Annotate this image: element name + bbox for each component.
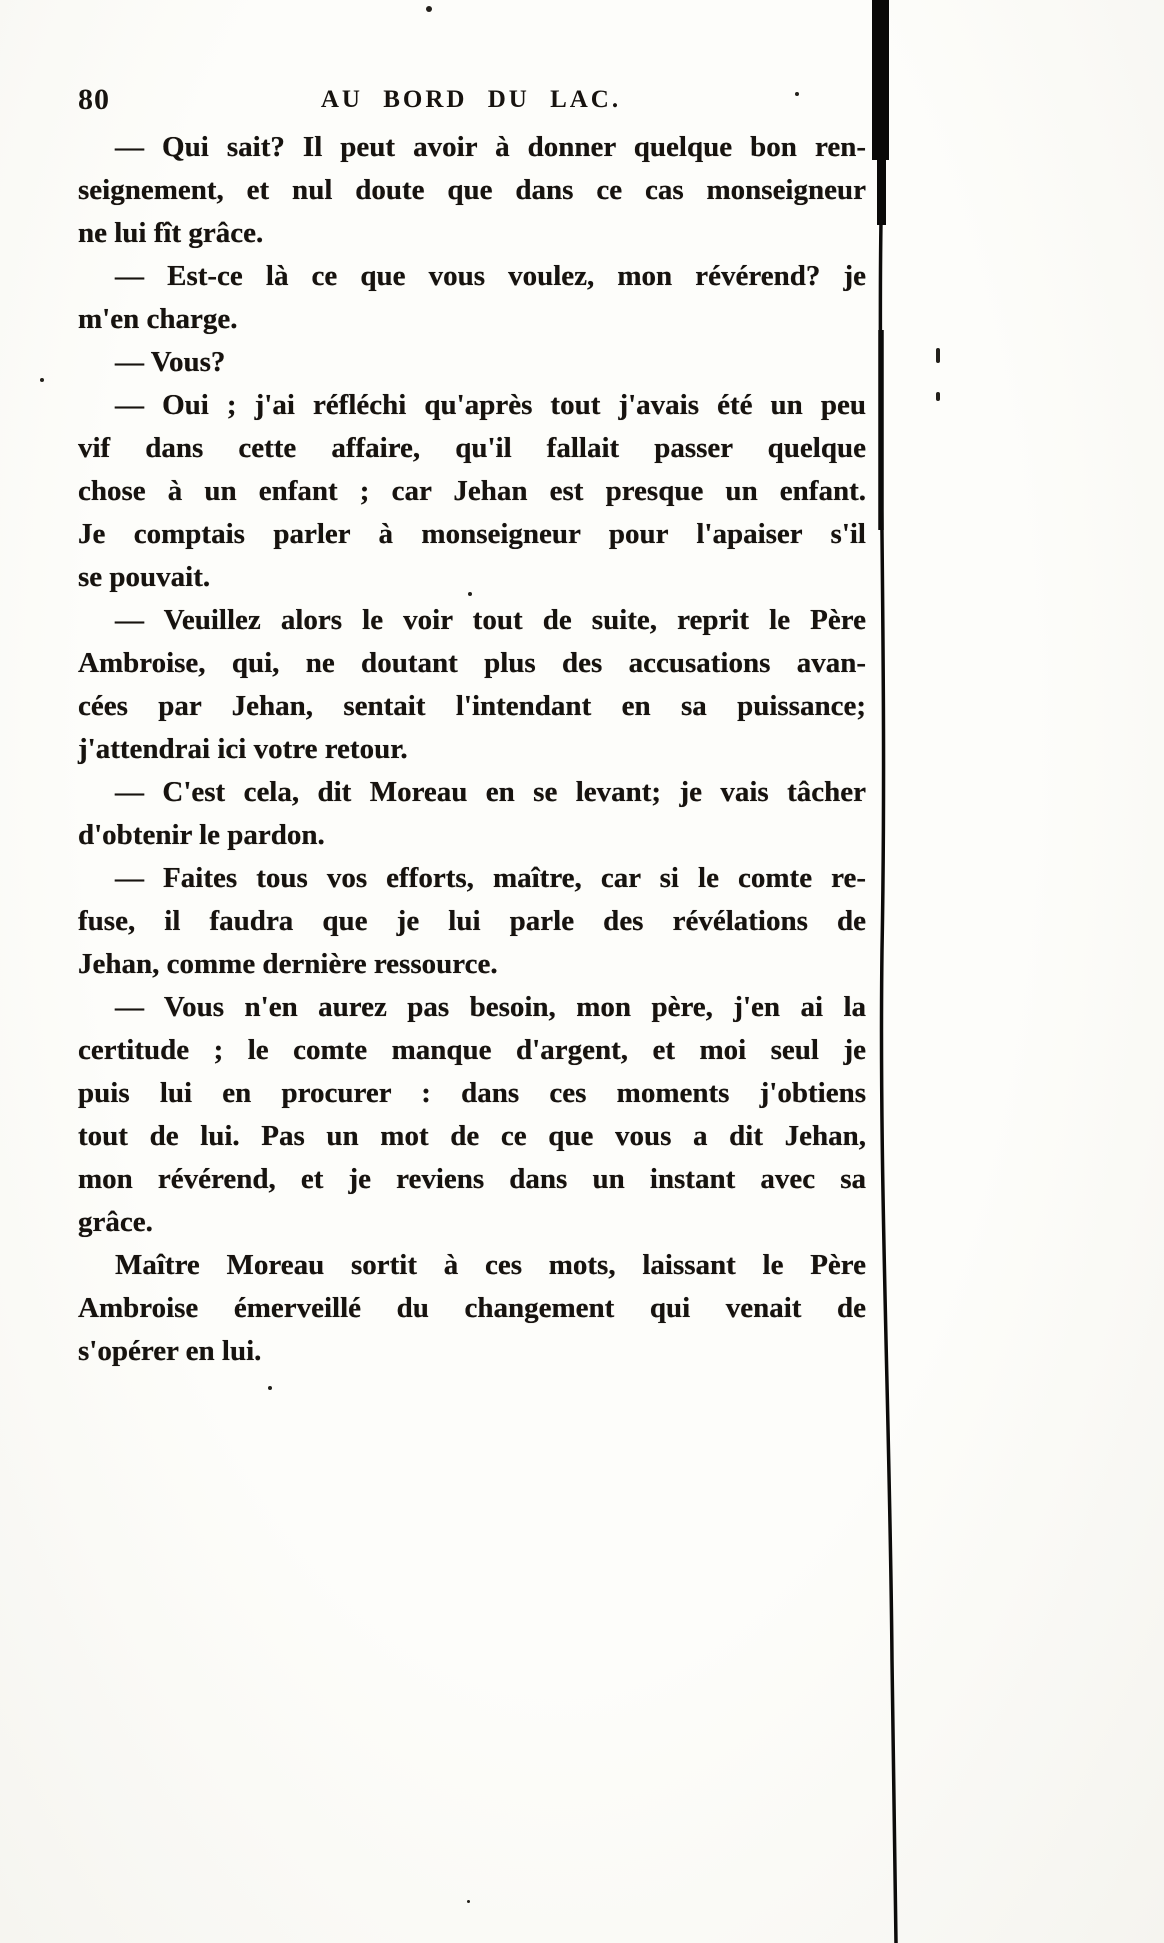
text-line: mon révérend, et je reviens dans un instant avec sa xyxy=(78,1163,866,1195)
text-line: m'en charge. xyxy=(78,303,238,335)
ink-speck xyxy=(936,392,940,401)
text-line: d'obtenir le pardon. xyxy=(78,819,325,851)
text-body xyxy=(78,126,866,1373)
text-line: Jehan, comme dernière ressource. xyxy=(78,948,498,980)
paragraph xyxy=(78,857,866,986)
paragraph xyxy=(78,126,866,255)
text-line: — Vous n'en aurez pas besoin, mon père, j'en ai la xyxy=(115,991,866,1023)
text-line: tout de lui. Pas un mot de ce que vous a dit Jehan, xyxy=(78,1120,866,1152)
text-line: j'attendrai ici votre retour. xyxy=(78,733,408,765)
text-line: vif dans cette affaire, qu'il fallait passer quelque xyxy=(78,432,866,464)
paragraph xyxy=(78,771,866,857)
paragraph xyxy=(78,1244,866,1373)
ink-speck xyxy=(268,1386,272,1390)
text-line: — Veuillez alors le voir tout de suite, reprit le Père xyxy=(115,604,866,636)
text-line: puis lui en procurer : dans ces moments j'obtiens xyxy=(78,1077,866,1109)
text-line: — C'est cela, dit Moreau en se levant; je vais tâcher xyxy=(115,776,866,808)
text-line: — Faites tous vos efforts, maître, car si le comte re- xyxy=(115,862,866,894)
ink-speck xyxy=(467,1900,470,1903)
text-line: fuse, il faudra que je lui parle des révélations de xyxy=(78,905,866,937)
ink-speck xyxy=(426,6,432,12)
text-line: — Oui ; j'ai réfléchi qu'après tout j'avais été un peu xyxy=(115,389,866,421)
paragraph xyxy=(78,384,866,599)
paragraph xyxy=(78,599,866,771)
text-line: seignement, et nul doute que dans ce cas monseigneur xyxy=(78,174,866,206)
page-header xyxy=(78,80,864,124)
paragraph xyxy=(78,255,866,341)
text-line: Je comptais parler à monseigneur pour l'apaiser s'il xyxy=(78,518,866,550)
text-line: — Qui sait? Il peut avoir à donner quelque bon ren- xyxy=(115,131,866,163)
text-line: grâce. xyxy=(78,1206,153,1238)
page-number: 80 xyxy=(78,83,110,116)
text-line: chose à un enfant ; car Jehan est presque un enfant. xyxy=(78,475,866,507)
text-line: — Est-ce là ce que vous voulez, mon révérend? je xyxy=(115,260,866,292)
ink-speck xyxy=(40,378,44,382)
text-line: Ambroise, qui, ne doutant plus des accusations avan- xyxy=(78,647,866,679)
text-line: ne lui fît grâce. xyxy=(78,217,264,249)
text-line: Ambroise émerveillé du changement qui venait de xyxy=(78,1292,866,1324)
text-line: se pouvait. xyxy=(78,561,211,593)
running-title: AU BORD DU LAC. xyxy=(320,86,622,113)
paragraph xyxy=(78,986,866,1244)
text-line: Maître Moreau sortit à ces mots, laissant le Père xyxy=(115,1249,866,1281)
text-line: s'opérer en lui. xyxy=(78,1335,262,1367)
paragraph xyxy=(78,341,866,384)
text-line: certitude ; le comte manque d'argent, et moi seul je xyxy=(78,1034,866,1066)
text-line: — Vous? xyxy=(115,346,226,378)
ink-speck xyxy=(936,348,940,363)
text-line: cées par Jehan, sentait l'intendant en sa puissance; xyxy=(78,690,866,722)
